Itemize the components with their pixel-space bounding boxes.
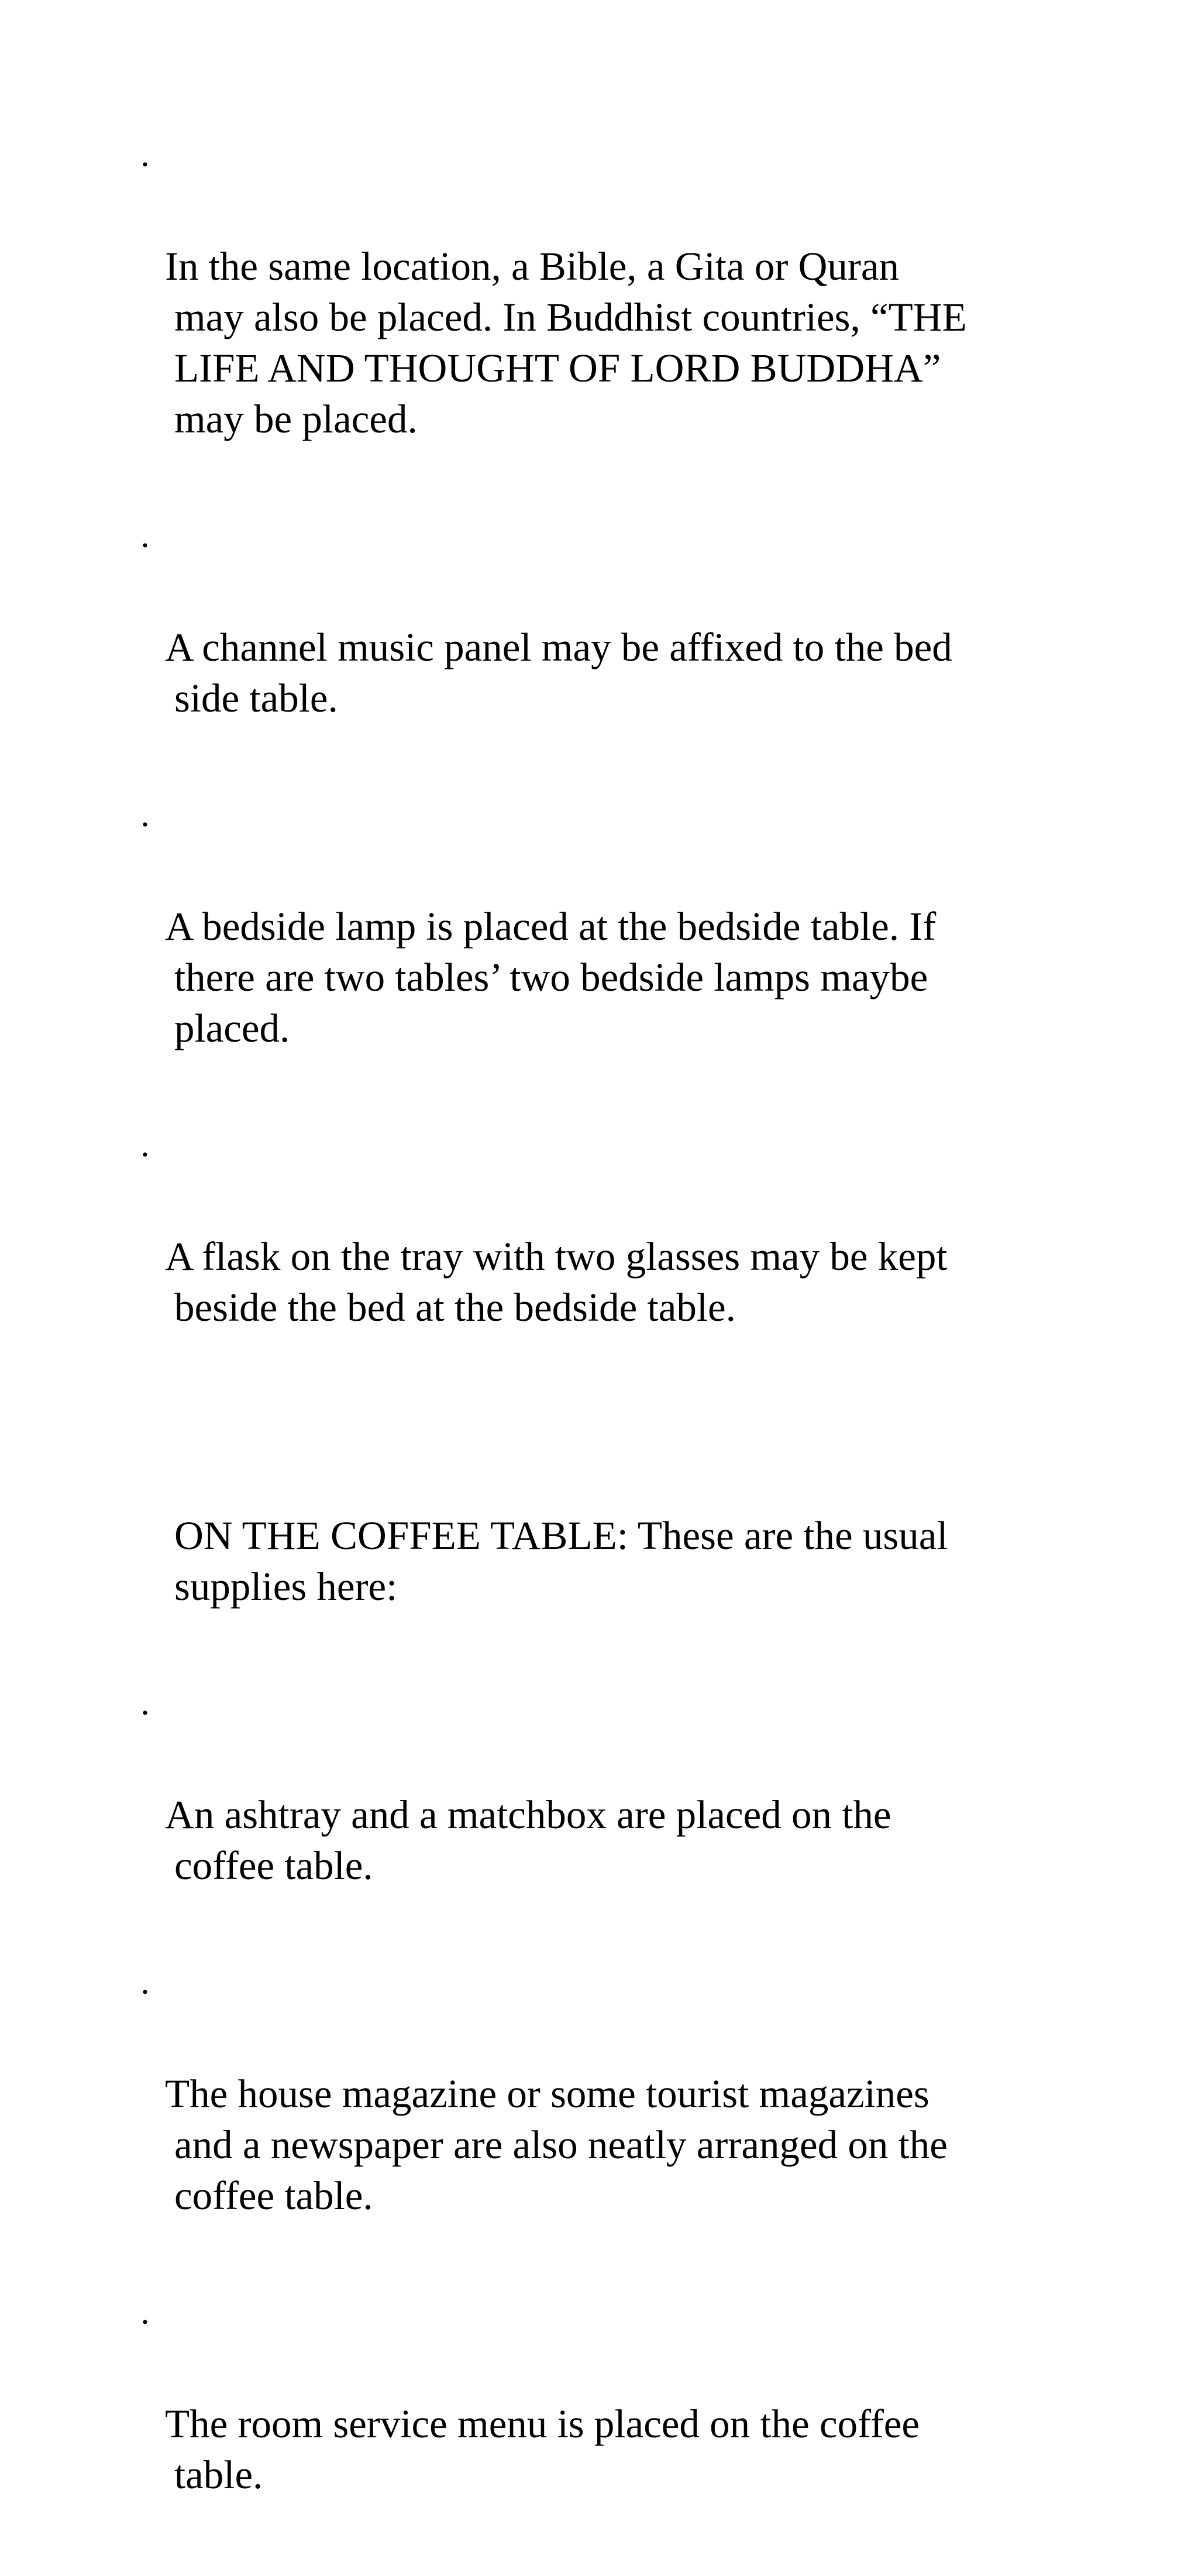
bullet-marker: · xyxy=(139,1135,151,1174)
list-item-text: The room service menu is placed on the coffee table. xyxy=(165,2402,920,2497)
bullet-marker: · xyxy=(139,2303,151,2341)
bullet-marker: · xyxy=(139,805,151,844)
list-item xyxy=(139,1688,1052,1942)
list-item-text: A bedside lamp is placed at the bedside table. If there are two tables’ two bedside lamps maybe placed. xyxy=(165,904,937,1050)
list-item xyxy=(139,520,1052,775)
list-item-text: In the same location, a Bible, a Gita or Quran may also be placed. In Buddhist countries, “THE LIFE AND THOUGHT OF LORD BUDDHA” may be placed. xyxy=(165,244,967,441)
list-item xyxy=(139,1967,1052,2272)
list-item xyxy=(139,1129,1052,1384)
list-item-text: A channel music panel may be affixed to the bed side table. xyxy=(165,625,952,720)
bullet-marker: · xyxy=(139,1694,151,1732)
bullet-marker: · xyxy=(139,145,151,184)
list-item xyxy=(139,799,1052,1105)
bullet-marker: · xyxy=(139,526,151,565)
bullet-marker: · xyxy=(139,1973,151,2011)
list-item xyxy=(139,2297,1052,2551)
list-item-text: A flask on the tray with two glasses may be kept beside the bed at the bedside table. xyxy=(165,1234,948,1330)
paragraph-text: ON THE COFFEE TABLE: These are the usual supplies here: xyxy=(174,1513,948,1609)
section-heading-paragraph xyxy=(139,1409,1052,1663)
document-body xyxy=(139,139,1052,2576)
list-item xyxy=(139,139,1052,496)
list-item-text: The house magazine or some tourist magazines and a newspaper are also neatly arranged on the coffee table. xyxy=(165,2072,948,2218)
list-item-text: An ashtray and a matchbox are placed on the coffee table. xyxy=(165,1792,891,1888)
